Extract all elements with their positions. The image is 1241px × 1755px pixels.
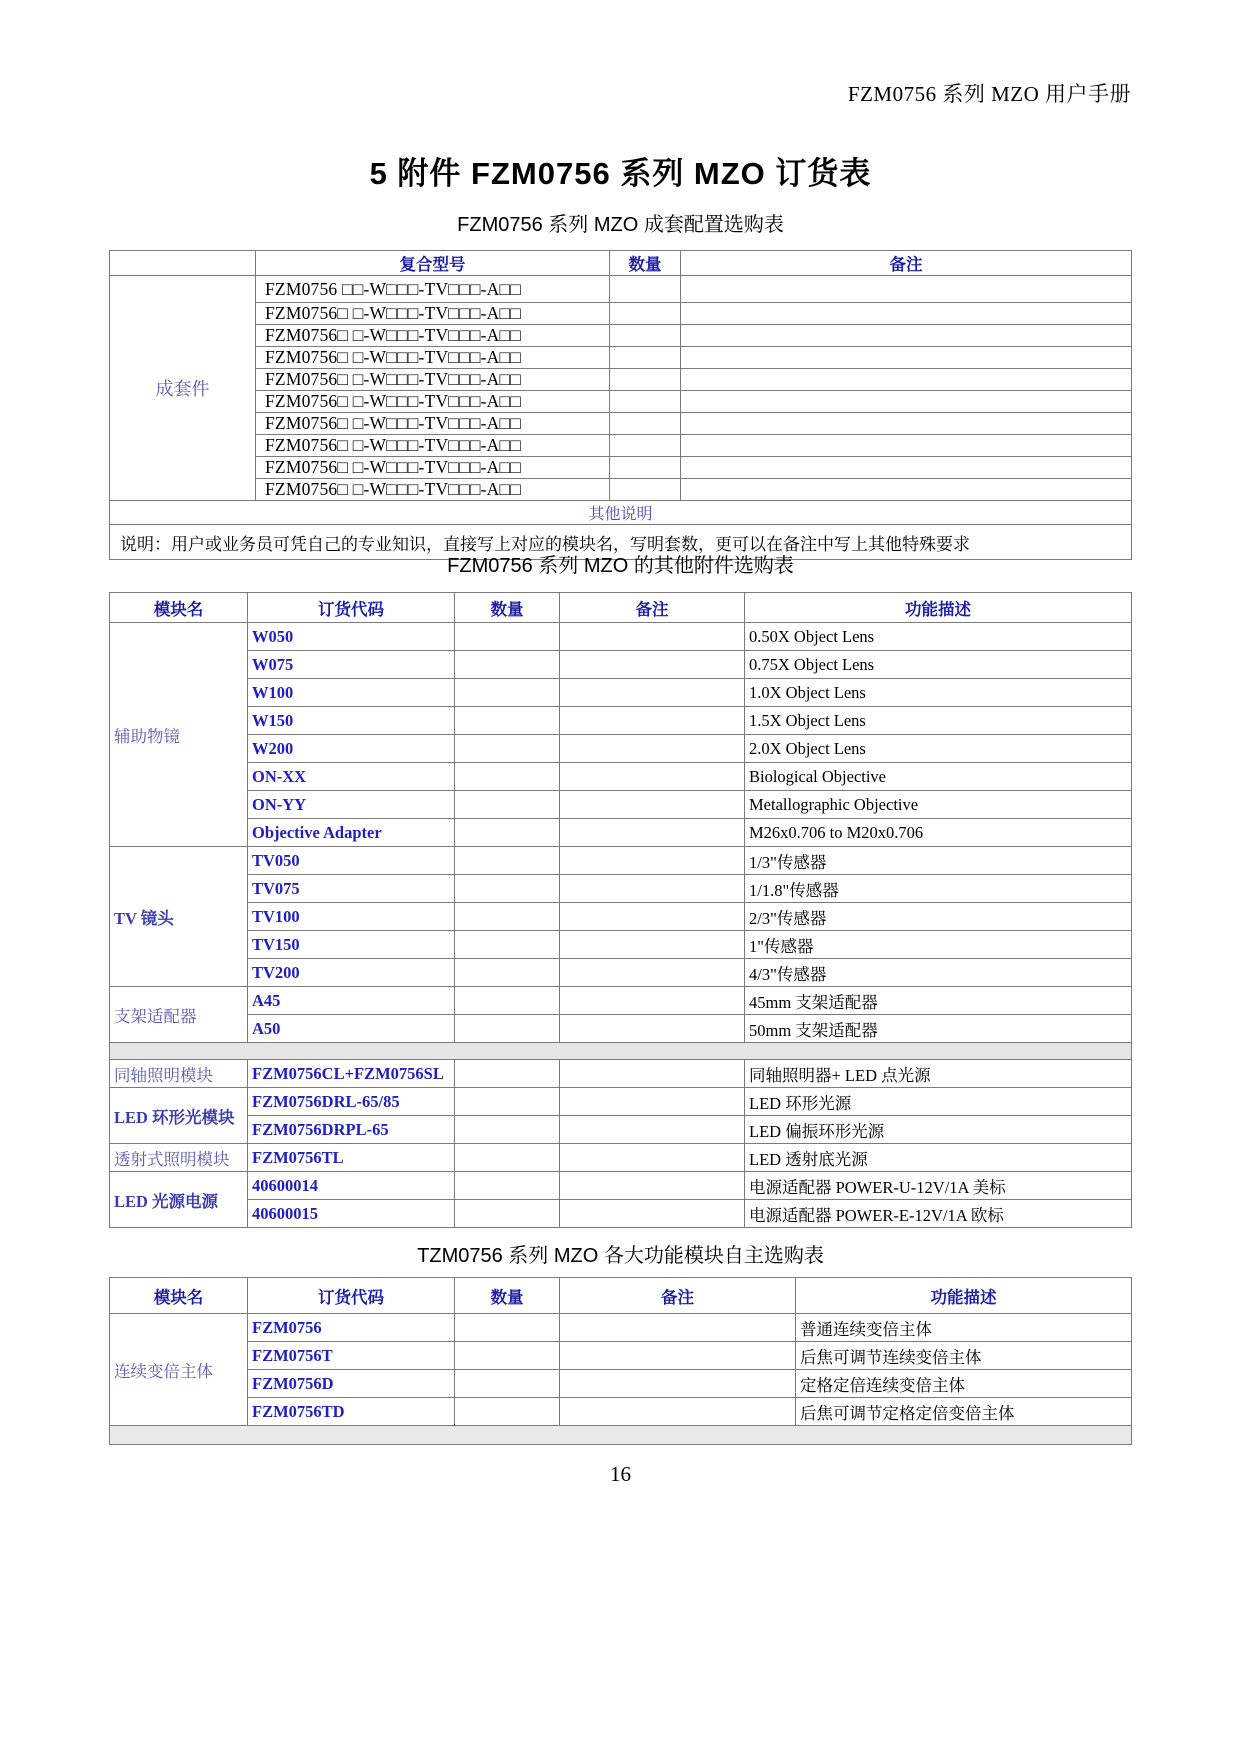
table-row	[110, 1342, 1132, 1370]
qty-cell[interactable]	[455, 791, 560, 819]
order-code-cell: TV150	[248, 931, 455, 959]
remark-cell[interactable]	[681, 347, 1132, 369]
order-code-cell: FZM0756	[248, 1314, 455, 1342]
remark-cell[interactable]	[560, 679, 745, 707]
qty-cell[interactable]	[455, 679, 560, 707]
table-row	[110, 987, 1132, 1015]
table-row	[110, 847, 1132, 875]
qty-cell[interactable]	[455, 1370, 560, 1398]
remark-cell[interactable]	[560, 1116, 745, 1144]
table-row	[110, 347, 1132, 369]
group-label-module: 支架适配器	[110, 987, 248, 1043]
table-row	[110, 1200, 1132, 1228]
table-tail-row	[110, 1426, 1132, 1445]
order-code-cell: A50	[248, 1015, 455, 1043]
qty-cell[interactable]	[455, 959, 560, 987]
model-code-cell: FZM0756□ □-W□□□-TV□□□-A□□	[256, 391, 610, 413]
order-code-cell: TV100	[248, 903, 455, 931]
table-row	[110, 1144, 1132, 1172]
function-desc-cell: 50mm 支架适配器	[745, 1015, 1132, 1043]
function-desc-cell: 普通连续变倍主体	[796, 1314, 1132, 1342]
order-code-cell: W100	[248, 679, 455, 707]
remark-cell[interactable]	[681, 479, 1132, 501]
table-row	[110, 435, 1132, 457]
other-notes-header-row	[110, 501, 1132, 525]
qty-cell[interactable]	[455, 707, 560, 735]
table-row	[110, 1060, 1132, 1088]
remark-cell[interactable]	[560, 623, 745, 651]
remark-cell[interactable]	[560, 1398, 796, 1426]
remark-cell[interactable]	[681, 391, 1132, 413]
order-code-cell: FZM0756DRPL-65	[248, 1116, 455, 1144]
table-row	[110, 1116, 1132, 1144]
table-row	[110, 479, 1132, 501]
column-header-remark: 备注	[681, 251, 1132, 276]
column-header-model: 复合型号	[256, 251, 610, 276]
note-text: 说明：用户或业务员可凭自己的专业知识，直接写上对应的模块名，写明套数，更可以在备注中写上其他特殊要求	[110, 525, 1132, 560]
qty-cell[interactable]	[455, 763, 560, 791]
order-code-cell: TV200	[248, 959, 455, 987]
table-row	[110, 457, 1132, 479]
table-row	[110, 763, 1132, 791]
remark-cell[interactable]	[681, 303, 1132, 325]
remark-cell[interactable]	[560, 1172, 745, 1200]
qty-cell[interactable]	[455, 1144, 560, 1172]
table-row	[110, 1015, 1132, 1043]
function-desc-cell: 定格定倍连续变倍主体	[796, 1370, 1132, 1398]
order-code-cell: FZM0756TD	[248, 1398, 455, 1426]
order-code-cell: A45	[248, 987, 455, 1015]
function-desc-cell: LED 环形光源	[745, 1088, 1132, 1116]
table-header-row	[110, 593, 1132, 623]
qty-cell[interactable]	[455, 931, 560, 959]
accessories-table	[109, 592, 1132, 1228]
qty-cell[interactable]	[455, 1200, 560, 1228]
group-label-module: LED 光源电源	[110, 1172, 248, 1228]
function-desc-cell: 1/1.8"传感器	[745, 875, 1132, 903]
section1-caption: FZM0756 系列 MZO 成套配置选购表	[457, 214, 784, 236]
qty-cell[interactable]	[610, 457, 681, 479]
model-code-cell: FZM0756 □□-W□□□-TV□□□-A□□	[256, 276, 610, 303]
order-code-cell: 40600014	[248, 1172, 455, 1200]
function-desc-cell: 0.50X Object Lens	[745, 623, 1132, 651]
qty-cell[interactable]	[455, 875, 560, 903]
remark-cell[interactable]	[560, 959, 745, 987]
section3-caption: TZM0756 系列 MZO 各大功能模块自主选购表	[417, 1245, 824, 1267]
remark-cell[interactable]	[560, 1314, 796, 1342]
remark-cell[interactable]	[560, 819, 745, 847]
qty-cell[interactable]	[610, 413, 681, 435]
function-desc-cell: 45mm 支架适配器	[745, 987, 1132, 1015]
page-title: 5 附件 FZM0756 系列 MZO 订货表	[369, 156, 872, 191]
table-row	[110, 735, 1132, 763]
function-desc-cell: 1.5X Object Lens	[745, 707, 1132, 735]
remark-cell[interactable]	[560, 1015, 745, 1043]
table-row	[110, 325, 1132, 347]
order-code-cell: ON-YY	[248, 791, 455, 819]
order-code-cell: FZM0756DRL-65/85	[248, 1088, 455, 1116]
table-row	[110, 623, 1132, 651]
kit-configuration-table	[109, 250, 1132, 560]
column-header-remark: 备注	[560, 593, 745, 623]
remark-cell[interactable]	[560, 735, 745, 763]
order-code-cell: W150	[248, 707, 455, 735]
function-desc-cell: LED 透射底光源	[745, 1144, 1132, 1172]
order-code-cell: FZM0756D	[248, 1370, 455, 1398]
order-code-cell: FZM0756CL+FZM0756SL	[248, 1060, 455, 1088]
qty-cell[interactable]	[455, 1398, 560, 1426]
remark-cell[interactable]	[681, 457, 1132, 479]
column-header-qty: 数量	[455, 593, 560, 623]
remark-cell[interactable]	[560, 1200, 745, 1228]
column-header-blank	[110, 251, 256, 276]
qty-cell[interactable]	[455, 1088, 560, 1116]
column-header-function: 功能描述	[745, 593, 1132, 623]
function-desc-cell: 电源适配器 POWER-U-12V/1A 美标	[745, 1172, 1132, 1200]
function-desc-cell: Metallographic Objective	[745, 791, 1132, 819]
qty-cell[interactable]	[455, 903, 560, 931]
table-header-row	[110, 251, 1132, 276]
qty-cell[interactable]	[455, 1172, 560, 1200]
order-code-cell: 40600015	[248, 1200, 455, 1228]
group-label-kit: 成套件	[110, 276, 256, 501]
function-desc-cell: 同轴照明器+ LED 点光源	[745, 1060, 1132, 1088]
table-row	[110, 303, 1132, 325]
qty-cell[interactable]	[610, 391, 681, 413]
model-code-cell: FZM0756□ □-W□□□-TV□□□-A□□	[256, 369, 610, 391]
remark-cell[interactable]	[681, 435, 1132, 457]
function-desc-cell: 2/3"传感器	[745, 903, 1132, 931]
remark-cell[interactable]	[560, 1144, 745, 1172]
table-row	[110, 1398, 1132, 1426]
remark-cell[interactable]	[681, 325, 1132, 347]
table-row	[110, 791, 1132, 819]
model-code-cell: FZM0756□ □-W□□□-TV□□□-A□□	[256, 479, 610, 501]
table-row	[110, 651, 1132, 679]
table-row	[110, 1370, 1132, 1398]
remark-cell[interactable]	[560, 847, 745, 875]
table-row	[110, 931, 1132, 959]
remark-cell[interactable]	[560, 763, 745, 791]
remark-cell[interactable]	[560, 1088, 745, 1116]
remark-cell[interactable]	[560, 651, 745, 679]
remark-cell[interactable]	[560, 931, 745, 959]
function-desc-cell: 后焦可调节定格定倍变倍主体	[796, 1398, 1132, 1426]
table-row	[110, 1314, 1132, 1342]
column-header-module: 模块名	[110, 593, 248, 623]
order-code-cell: TV075	[248, 875, 455, 903]
function-desc-cell: M26x0.706 to M20x0.706	[745, 819, 1132, 847]
remark-cell[interactable]	[560, 791, 745, 819]
function-desc-cell: Biological Objective	[745, 763, 1132, 791]
qty-cell[interactable]	[610, 369, 681, 391]
column-header-module: 模块名	[110, 1278, 248, 1314]
remark-cell[interactable]	[560, 987, 745, 1015]
order-code-cell: W200	[248, 735, 455, 763]
table-row	[110, 1088, 1132, 1116]
model-code-cell: FZM0756□ □-W□□□-TV□□□-A□□	[256, 413, 610, 435]
remark-cell[interactable]	[560, 875, 745, 903]
qty-cell[interactable]	[455, 651, 560, 679]
remark-cell[interactable]	[560, 903, 745, 931]
main-body-modules-table	[109, 1277, 1132, 1445]
order-code-cell: FZM0756T	[248, 1342, 455, 1370]
remark-cell[interactable]	[560, 707, 745, 735]
order-code-cell: ON-XX	[248, 763, 455, 791]
table-row	[110, 959, 1132, 987]
group-label-module: 辅助物镜	[110, 623, 248, 847]
page-number: 16	[610, 1462, 631, 1486]
qty-cell[interactable]	[455, 623, 560, 651]
table-row	[110, 369, 1132, 391]
model-code-cell: FZM0756□ □-W□□□-TV□□□-A□□	[256, 435, 610, 457]
function-desc-cell: 1/3"传感器	[745, 847, 1132, 875]
function-desc-cell: 1.0X Object Lens	[745, 679, 1132, 707]
remark-cell[interactable]	[681, 413, 1132, 435]
table-row	[110, 1172, 1132, 1200]
function-desc-cell: 0.75X Object Lens	[745, 651, 1132, 679]
section2-caption: FZM0756 系列 MZO 的其他附件选购表	[447, 555, 794, 577]
model-code-cell: FZM0756□ □-W□□□-TV□□□-A□□	[256, 325, 610, 347]
column-header-function: 功能描述	[796, 1278, 1132, 1314]
remark-cell[interactable]	[681, 276, 1132, 303]
running-header: FZM0756 系列 MZO 用户手册	[847, 82, 1131, 106]
qty-cell[interactable]	[455, 987, 560, 1015]
qty-cell[interactable]	[610, 347, 681, 369]
remark-cell[interactable]	[560, 1060, 745, 1088]
group-label-module: LED 环形光模块	[110, 1088, 248, 1144]
order-code-cell: Objective Adapter	[248, 819, 455, 847]
qty-cell[interactable]	[455, 819, 560, 847]
model-code-cell: FZM0756□ □-W□□□-TV□□□-A□□	[256, 303, 610, 325]
order-code-cell: W050	[248, 623, 455, 651]
group-spacer-row	[110, 1043, 1132, 1060]
table-row	[110, 679, 1132, 707]
qty-cell[interactable]	[455, 1116, 560, 1144]
qty-cell[interactable]	[610, 325, 681, 347]
remark-cell[interactable]	[560, 1370, 796, 1398]
qty-cell[interactable]	[455, 847, 560, 875]
other-notes-header: 其他说明	[110, 501, 1132, 525]
model-code-cell: FZM0756□ □-W□□□-TV□□□-A□□	[256, 457, 610, 479]
qty-cell[interactable]	[455, 1342, 560, 1370]
table-row	[110, 875, 1132, 903]
table-row	[110, 413, 1132, 435]
table-row	[110, 903, 1132, 931]
table-row	[110, 819, 1132, 847]
group-label-module: TV 镜头	[110, 847, 248, 987]
function-desc-cell: 1"传感器	[745, 931, 1132, 959]
qty-cell[interactable]	[610, 303, 681, 325]
group-label-module: 连续变倍主体	[110, 1314, 248, 1426]
column-header-order-code: 订货代码	[248, 1278, 455, 1314]
order-code-cell: FZM0756TL	[248, 1144, 455, 1172]
model-code-cell: FZM0756□ □-W□□□-TV□□□-A□□	[256, 347, 610, 369]
function-desc-cell: 4/3"传感器	[745, 959, 1132, 987]
qty-cell[interactable]	[455, 1060, 560, 1088]
function-desc-cell: 后焦可调节连续变倍主体	[796, 1342, 1132, 1370]
qty-cell[interactable]	[455, 1015, 560, 1043]
function-desc-cell: LED 偏振环形光源	[745, 1116, 1132, 1144]
qty-cell[interactable]	[610, 435, 681, 457]
function-desc-cell: 电源适配器 POWER-E-12V/1A 欧标	[745, 1200, 1132, 1228]
order-code-cell: TV050	[248, 847, 455, 875]
remark-cell[interactable]	[560, 1342, 796, 1370]
column-header-remark: 备注	[560, 1278, 796, 1314]
column-header-order-code: 订货代码	[248, 593, 455, 623]
column-header-qty: 数量	[610, 251, 681, 276]
remark-cell[interactable]	[681, 369, 1132, 391]
table-row	[110, 276, 1132, 303]
group-label-module: 透射式照明模块	[110, 1144, 248, 1172]
qty-cell[interactable]	[455, 1314, 560, 1342]
table-row	[110, 391, 1132, 413]
qty-cell[interactable]	[610, 276, 681, 303]
function-desc-cell: 2.0X Object Lens	[745, 735, 1132, 763]
column-header-qty: 数量	[455, 1278, 560, 1314]
group-label-module: 同轴照明模块	[110, 1060, 248, 1088]
order-code-cell: W075	[248, 651, 455, 679]
qty-cell[interactable]	[610, 479, 681, 501]
qty-cell[interactable]	[455, 735, 560, 763]
table-header-row	[110, 1278, 1132, 1314]
table-row	[110, 707, 1132, 735]
